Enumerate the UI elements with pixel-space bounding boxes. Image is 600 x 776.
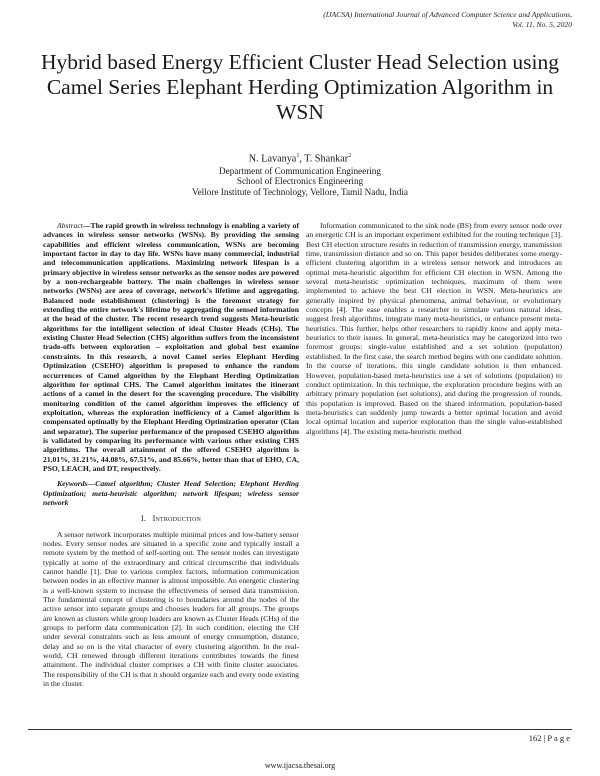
author-names (100, 151, 500, 165)
intro-paragraph-2: Information communicated to the sink node (BS) from every sensor node over an energetic CH is an important experiment exhibited for the routing technique [3]. Best CH election structure results in reduction of transmission energy, transmission time, transmission distance and so on. This paper besides deliberates some energy-efficient clustering algorithm in a wireless sensor network and introduces an optimal meta-heuristic algorithm for efficient CH election in WSN. Among the several meta-heuristic optimization techniques, maximum of them were implemented to achieve the best CH election in WSN. Meta-heuristics are generally inspired by physical phenomena, animal behaviour, or evolutionary concepts [4]. The ease enables a researcher to simulate various natural ideas, suggest fresh algorithms, integrate many meta-heuristics, or enhance present meta-heuristics. This further, helps other researchers to rapidly know and apply meta-heuristics to their issues. In general, meta-heuristics may be categorized into two foremost groups: single-value established and a set solution (population) established. In the first case, the search method begins with one candidate solution. In the course of iterations, this single candidate solution is then enhanced. However, population-based meta-heuristics use a set of solutions (population) to conduct optimization. In this technique, the exploration procedure begins with an arbitrary primary population (set solutions), and during the progression of rounds, this population is improved. Based on the shared information, population-based meta-heuristics can suddenly jump towards a better optimal location and avoid local optimal location and superior exploration than the single value-established algorithms [4]. The existing meta-heuristic method (306, 221, 562, 436)
department: Department of Communication Engineering (218, 165, 381, 176)
keywords-text: Camel algorithm; Cluster Head Selection; Elephant Herding Optimization; meta-heuristic algorithm; network lifespan; wireless sensor network (43, 479, 299, 507)
section-title-first: I (152, 514, 156, 524)
author-1-affiliation: 1 (296, 153, 300, 159)
journal-volume: Vol. 11, No. 5, 2020 (512, 19, 572, 29)
page-label: | P a g e (541, 733, 570, 743)
abstract-label: Abstract (57, 221, 83, 230)
author-separator: , (299, 153, 305, 165)
right-column (306, 221, 562, 436)
footer-rule (28, 729, 572, 730)
keywords-label: Keywords— (57, 479, 96, 489)
journal-header (212, 10, 572, 29)
section-heading-introduction (43, 514, 299, 523)
author-block (100, 151, 500, 197)
school: School of Electronics Engineering (236, 176, 364, 187)
author-2-affiliation: 2 (348, 153, 352, 159)
intro-paragraph-1: A sensor network incorporates multiple minimal prices and low-battery sensor nodes. Every sensor nodes are situated in a specific zone and typically install a remote system by the method of self-sorting out. The sensor nodes can investigate typically at some of the extraordinary and critical circumscribe that individuals cannot handle [1]. Due to various complex factors, information communication between nodes in an effective manner is almost impossible. An energetic clustering is a well-known system to increase the effectiveness of sensed data transmission. The fundamental concept of clustering is to boundaries around the nodes of the active sensor into separate groups and chooses leaders for all groups. The groups are known as clusters while group leaders are known as Cluster Heads (CHs) of the groups to perform data communication [2]. In such condition, electing the CH under several constraints such as less amount of energy consumption, distance, delay and so on is the vital character of every clustering algorithm. In the real-world, CH renewed through different iterations contributes towards the finest attainment. The individual cluster comprises a CH with finite cluster associates. The responsibility of the CH is that it should organize each and every node existing in the cluster. (43, 529, 299, 689)
institute: Vellore Institute of Technology, Vellore, Tamil Nadu, India (191, 186, 408, 197)
page-number (529, 733, 570, 743)
left-column (43, 221, 299, 689)
abstract (43, 221, 299, 473)
section-number: I. (140, 514, 147, 524)
author-2: T. Shankar (304, 153, 349, 165)
section-title-rest: ntroduction (155, 514, 202, 524)
abstract-text: —The rapid growth in wireless technology is enabling a variety of advances in wireless sensor networks (WSNs). By providing the sensing capabilities and efficient wireless communication, WSNs are becoming important factor in day to day life. WSNs have many commercial, industrial and telecommunication applications. Maximizing network lifespan is a primary objective in wireless sensor networks as the sensor nodes are powered by a non-rechargeable battery. The main challenges in wireless sensor networks (WSNs) are area of coverage, network's lifetime and aggregating. Balanced node establishment (clustering) is the foremost strategy for extending the entire network's lifetime by aggregating the sensed information at the head of the cluster. The recent research trend suggests Meta-heuristic algorithms for the intelligent selection of ideal Cluster Heads (CHs). The existing Cluster Head Selection (CHS) algorithm suffers from the inconsistent trade-offs between exploration – exploitation and global best examine constraints. In this research, a novel Camel series Elephant Herding Optimization (CSEHO) algorithm is proposed to enhance the random occurrences of Camel algorithm by the Elephant Herding Optimization algorithm for optimal CHS. The Camel algorithm imitates the itinerant actions of a camel in the desert for the scavenging procedure. The visibility monitoring condition of the camel algorithm improves the efficiency of exploitation, whereas the exploration inefficiency of a Camel algorithm is compensated optimally by the Elephant Herding Optimization operator (Clan and separator). The superior performance of the proposed CSEHO algorithm is validated by comparing its performance with various other existing CHS algorithms. The overall attainment of the offered CSEHO algorithm is 21.01%, 31.21%, 44.08%, 67.51%, and 85.66%, better than that of EHO, CA, PSO, LEACH, and DT, respectively. (43, 221, 299, 473)
author-1: N. Lavanya (248, 153, 297, 165)
paper-title: Hybrid based Energy Efficient Cluster Head Selection using Camel Series Elephant Herding Optimization Algorithm in WSN (40, 50, 560, 124)
journal-website: www.ijacsa.thesai.org (264, 761, 336, 770)
page-number-value: 162 (528, 733, 542, 743)
keywords (43, 479, 299, 507)
journal-name: (IJACSA) International Journal of Advanced Computer Science and Applications, (323, 10, 572, 19)
